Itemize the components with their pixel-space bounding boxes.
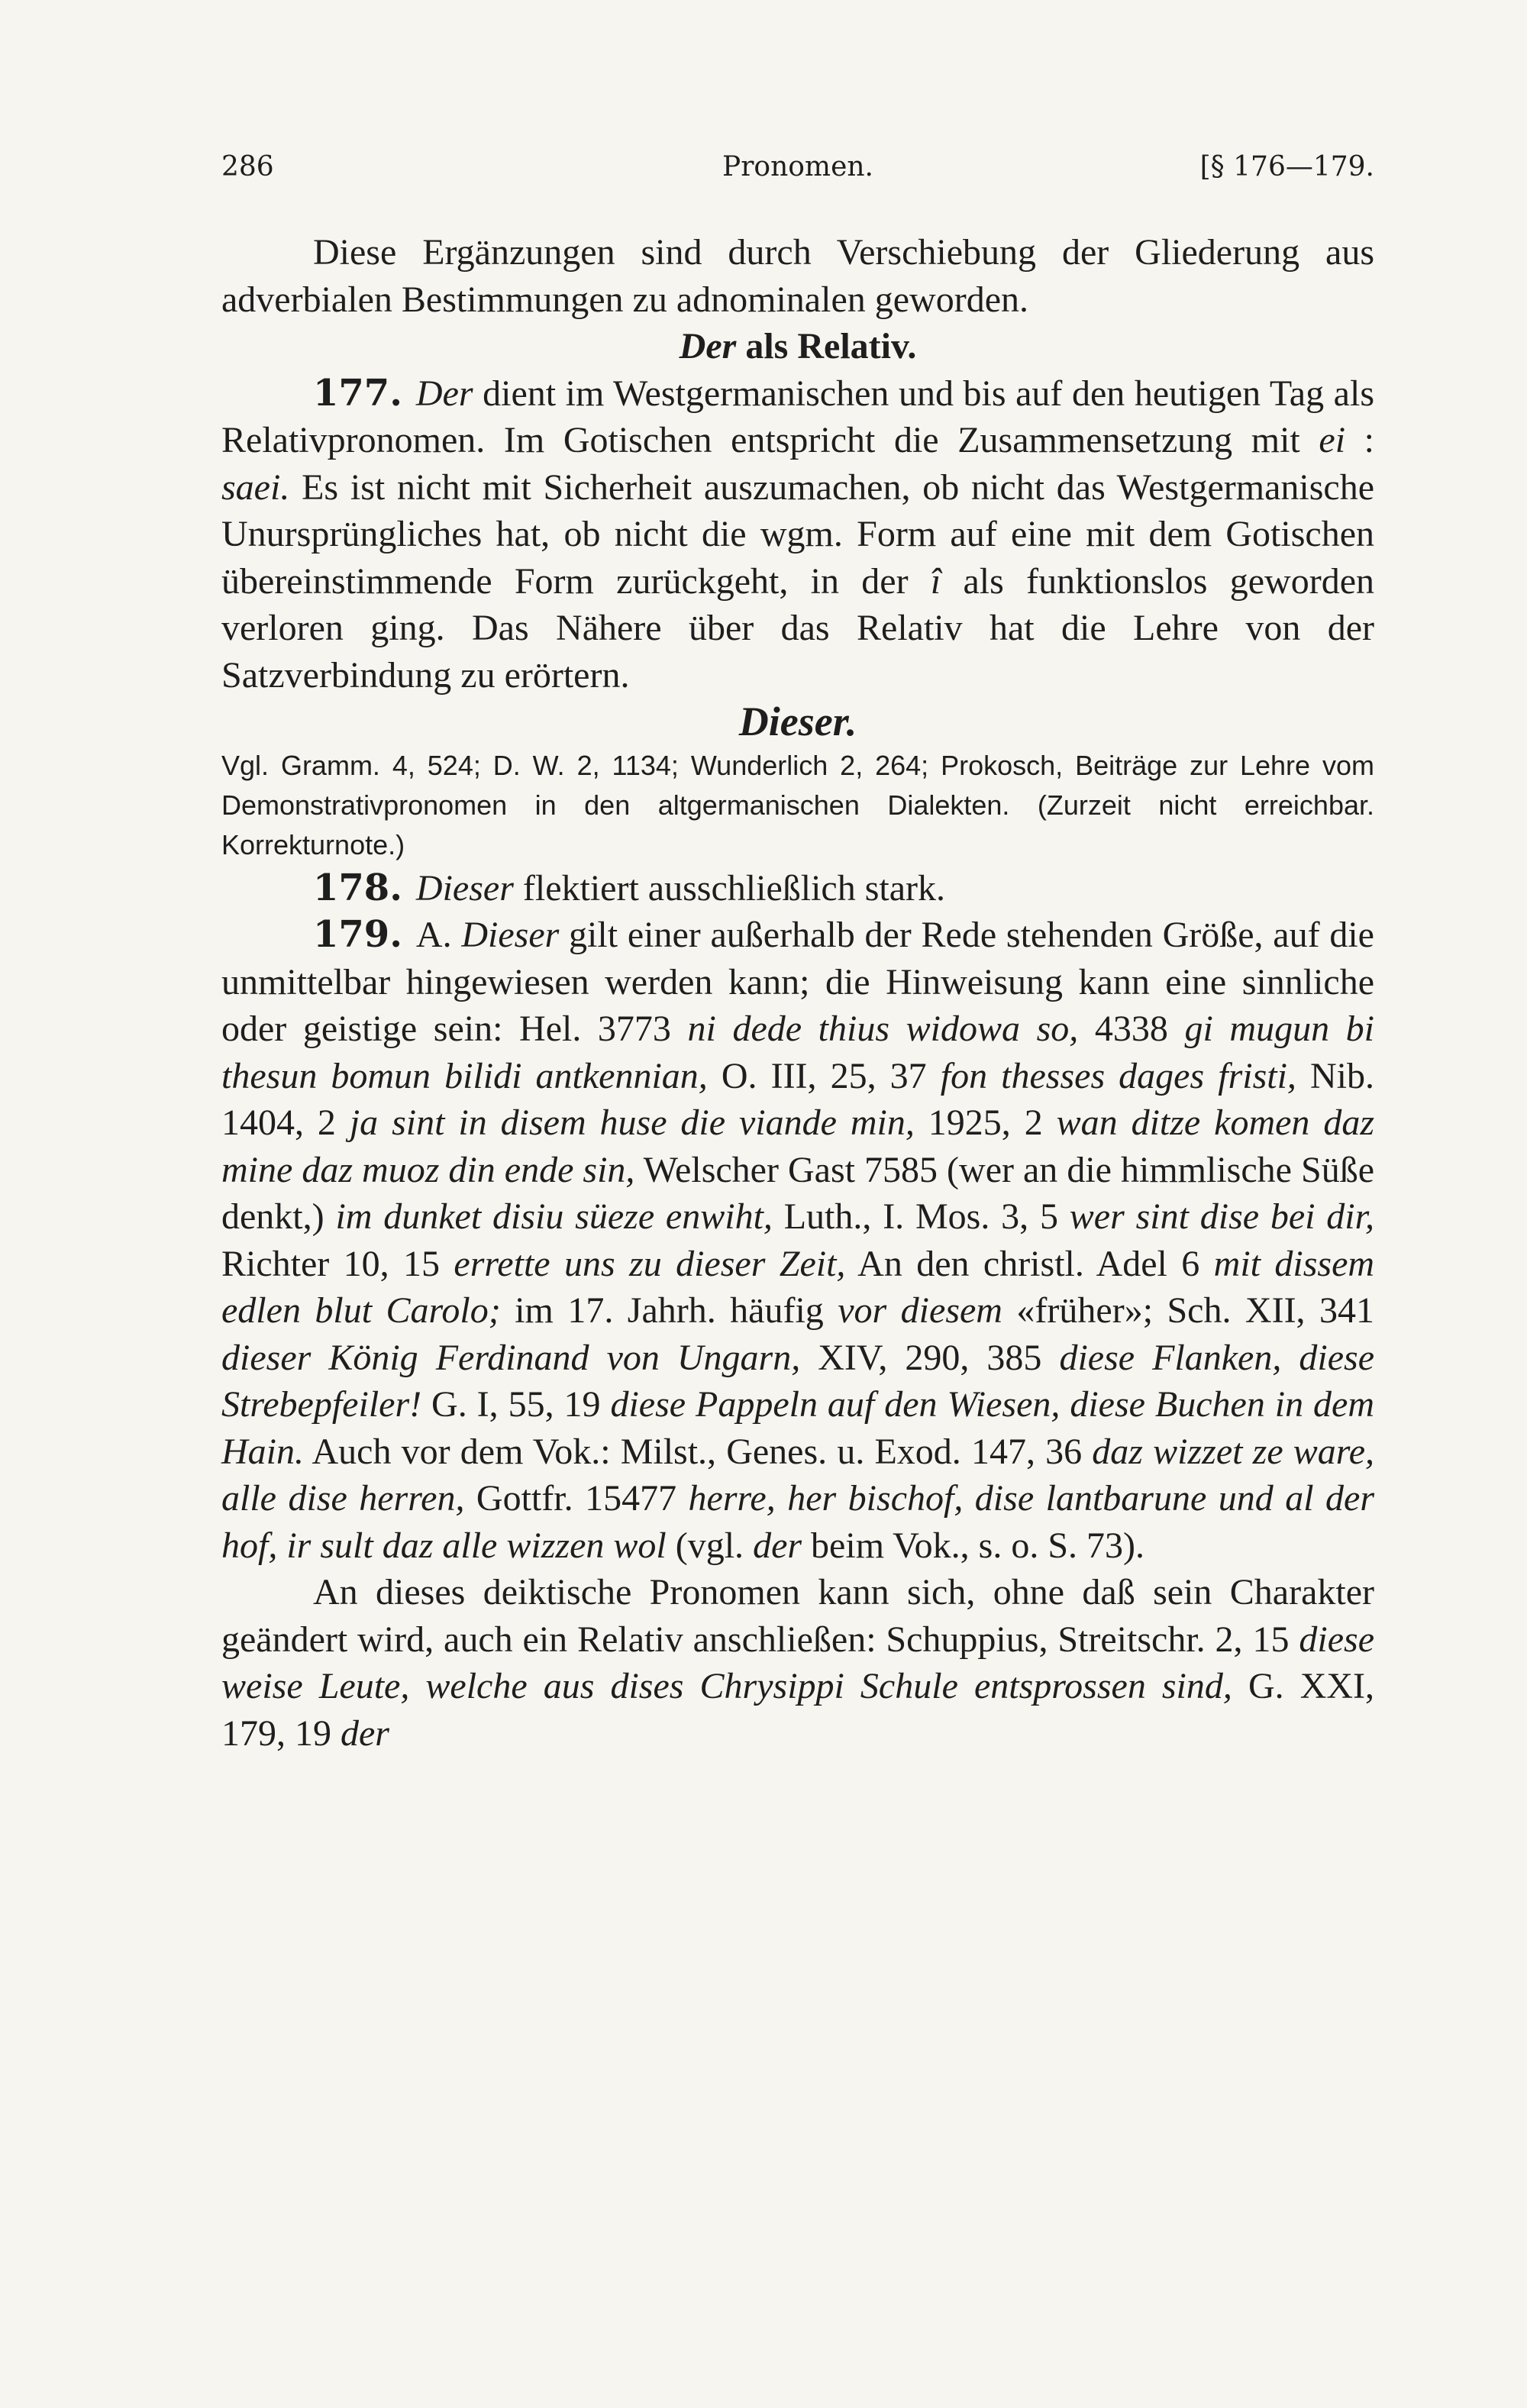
page-body [221,229,1374,1757]
p177-ei: ei [1319,420,1346,460]
p179-i3: gi mugun bi thesun bomun bilidi antkennian, [221,1009,1375,1096]
plast-i1: diese weise Leute, welche aus dises Chrysippi Schule entsprossen sind, [221,1619,1374,1706]
paragraph-178 [221,865,1374,912]
heading-der-rest: als Relativ. [736,326,917,366]
p179-t14: G. I, 55, 19 [421,1384,611,1425]
p179-t7: Welscher Gast 7585 (wer an die himmlische Süße denkt,) [221,1149,1375,1237]
p179-t13: XIV, 290, 385 [800,1337,1060,1378]
p179-t6: 1925, 2 [914,1102,1057,1143]
p179-t12: «früher»; Sch. XII, 341 [1002,1290,1374,1331]
plast-t2: G. XXI, 179, 19 [221,1666,1375,1754]
p179-i13: diese Flanken, diese Strebepfeiler! [221,1337,1375,1425]
plast-t1: An dieses deiktische Pronomen kann sich, ohne daß sein Charakter geändert wird, auch ein Relativ anschließen: Schuppius, Streitschr. 2, 15 [221,1572,1374,1660]
p179-t10: An den christl. Adel 6 [845,1243,1214,1284]
p177-text3: als funktionslos geworden verloren ging. Das Nähere über das Relativ hat die Lehre von der Satzverbindung zu erörtern. [221,560,1375,696]
paragraph-number-177: 177. [313,371,402,415]
p179-i9: errette uns zu dieser Zeit, [454,1243,846,1284]
paragraph-relativ-anschluss [221,1569,1374,1757]
p179-t15: Auch vor dem Vok.: Milst., Genes. u. Exod. 147, 36 [304,1431,1093,1472]
p179-t3: 4338 [1078,1009,1185,1049]
paragraph-177 [221,370,1374,699]
heading-der-word: Der [679,326,737,366]
p178-text: flektiert ausschließlich stark. [513,867,946,909]
p179-i17: der [753,1525,802,1566]
p179-i16: herre, her bischof, dise lantbarune und al der hof, ir sult daz alle wizzen wol [221,1478,1375,1566]
p179-i5: ja sint in disem huse die viande min, [349,1102,915,1143]
p179-t17: (vgl. [666,1525,754,1566]
heading-dieser: Dieser. [738,699,857,744]
p179-t5: Nib. 1404, 2 [221,1055,1374,1143]
p179-i15: daz wizzet ze ware, alle dise herren, [221,1431,1375,1519]
p179-i8: wer sint dise bei dir, [1069,1196,1374,1237]
paragraph-number-179: 179. [313,913,402,956]
p179-t11: im 17. Jahrh. häufig [500,1290,838,1331]
p179-t8: Luth., I. Mos. 3, 5 [772,1196,1070,1237]
paragraph-number-178: 178. [313,866,402,909]
p179-i6: wan ditze komen daz mine daz muoz din ende sin, [221,1102,1375,1190]
page-number: 286 [221,151,274,182]
p179-i10: mit dissem edlen blut Carolo; [221,1243,1375,1331]
running-title: Pronomen. [722,151,874,182]
p179-t18: beim Vok., s. o. S. 73). [802,1525,1144,1566]
p179-i1: Dieser [461,915,560,955]
p179-t4: O. III, 25, 37 [707,1055,941,1096]
plast-i2: der [341,1712,389,1754]
p177-i-symbol: î [930,560,941,602]
p179-i7: im dunket disiu süeze enwiht, [335,1196,773,1237]
running-header [221,151,1374,194]
p177-text1: dient im Westgermanischen und bis auf den heutigen Tag als Relativpronomen. Im Gotischen entspricht die Zusammensetzung mit [221,373,1374,460]
p179-i14: diese Pappeln auf den Wiesen, diese Buchen in dem Hain. [221,1384,1375,1472]
p177-sep: : [1345,420,1374,460]
heading-der-als-relativ [221,323,1374,370]
p179-t1: A. [415,915,462,955]
p179-t2: gilt einer außerhalb der Rede stehenden Größe, auf die unmittelbar hingewiesen werden kann; die Hinweisung kann eine sinnliche oder geistige sein: Hel. 3773 [221,915,1374,1049]
p179-i12: dieser König Ferdinand von Ungarn, [221,1337,801,1378]
p179-t9: Richter 10, 15 [221,1243,454,1284]
section-range: [§ 176—179. [1199,151,1374,182]
p177-text2: Es ist nicht mit Sicherheit auszumachen, ob nicht das Westgermanische Unursprüngliches hat, ob nicht die wgm. Form auf eine mit dem Gotischen übereinstimmende Form zurückgeht, in der [221,466,1374,602]
p178-lead: Dieser [415,867,514,909]
p179-i4: fon thesses dages fristi, [940,1055,1296,1096]
paragraph-179 [221,912,1374,1569]
p179-t16: Gottfr. 15477 [464,1478,689,1519]
references-note: Vgl. Gramm. 4, 524; D. W. 2, 1134; Wunderlich 2, 264; Prokosch, Beiträge zur Lehre vom Demonstrativpronomen in den altgermanischen Dialekten. (Zurzeit nicht erreichbar. Korrekturnote.) [221,749,1374,860]
p179-i2: ni dede thius widowa so, [687,1009,1079,1049]
p177-saei: saei. [221,466,290,508]
p177-lead: Der [415,373,473,414]
intro-paragraph: Diese Ergänzungen sind durch Verschiebung der Gliederung aus adverbialen Bestimmungen zu adnominalen geworden. [221,232,1374,320]
p179-i11: vor diesem [838,1290,1002,1331]
